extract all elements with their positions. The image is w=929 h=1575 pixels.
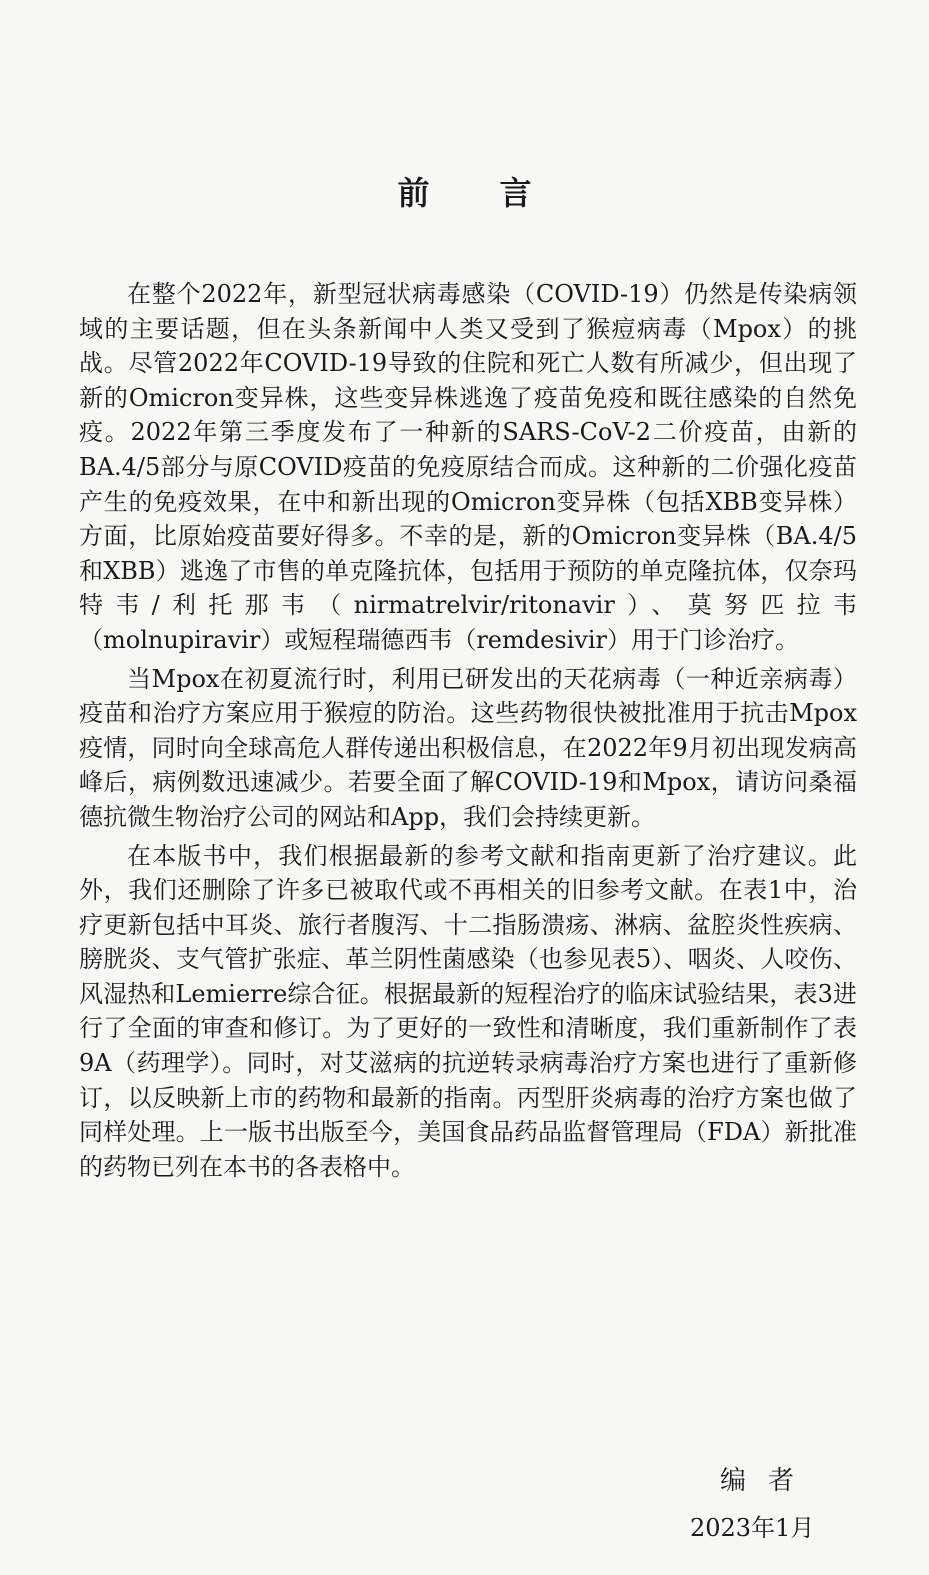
page-title: 前言 xyxy=(397,174,602,212)
paragraph-1: 在整个2022年，新型冠状病毒感染（COVID-19）仍然是传染病领域的主要话题，但在头条新闻中人类又受到了猴痘病毒（Mpox）的挑战。尽管2022年COVID-19导致的住院和死亡人数有所减少，但出现了新的Omicron变异株，这些变异株逃逸了疫苗免疫和既往感染的自然免疫。2022年第三季度发布了一种新的SARS-CoV-2二价疫苗，由新的BA.4/5部分与原COVID疫苗的免疫原结合而成。这种新的二价强化疫苗产生的免疫效果，在中和新出现的Omicron变异株（包括XBB变异株）方面，比原始疫苗要好得多。不幸的是，新的Omicron变异株（BA.4/5和XBB）逃逸了市售的单克隆抗体，包括用于预防的单克隆抗体，仅奈玛特韦/利托那韦（nirmatrelvir/ritonavir）、莫努匹拉韦（molnupiravir）或短程瑞德西韦（remdesivir）用于门诊治疗。 xyxy=(79,280,857,654)
paragraph-2: 当Mpox在初夏流行时，利用已研发出的天花病毒（一种近亲病毒）疫苗和治疗方案应用于猴痘的防治。这些药物很快被批准用于抗击Mpox疫情，同时向全球高危人群传递出积极信息，在2022年9月初出现发病高峰后，病例数迅速减少。若要全面了解COVID-19和Mpox，请访问桑福德抗微生物治疗公司的网站和App，我们会持续更新。 xyxy=(79,664,857,831)
signature-author: 编者 xyxy=(720,1466,817,1496)
preface-body xyxy=(79,277,857,1188)
signature-date: 2023年1月 xyxy=(690,1514,815,1542)
paragraph-3: 在本版书中，我们根据最新的参考文献和指南更新了治疗建议。此外，我们还删除了许多已被取代或不再相关的旧参考文献。在表1中，治疗更新包括中耳炎、旅行者腹泻、十二指肠溃疡、淋病、盆腔炎性疾病、膀胱炎、支气管扩张症、革兰阴性菌感染（也参见表5）、咽炎、人咬伤、风湿热和Lemierre综合征。根据最新的短程治疗的临床试验结果，表3进行了全面的审查和修订。为了更好的一致性和清晰度，我们重新制作了表9A（药理学）。同时，对艾滋病的抗逆转录病毒治疗方案也进行了重新修订，以反映新上市的药物和最新的指南。丙型肝炎病毒的治疗方案也做了同样处理。上一版书出版至今，美国食品药品监督管理局（FDA）新批准的药物已列在本书的各表格中。 xyxy=(79,841,857,1181)
